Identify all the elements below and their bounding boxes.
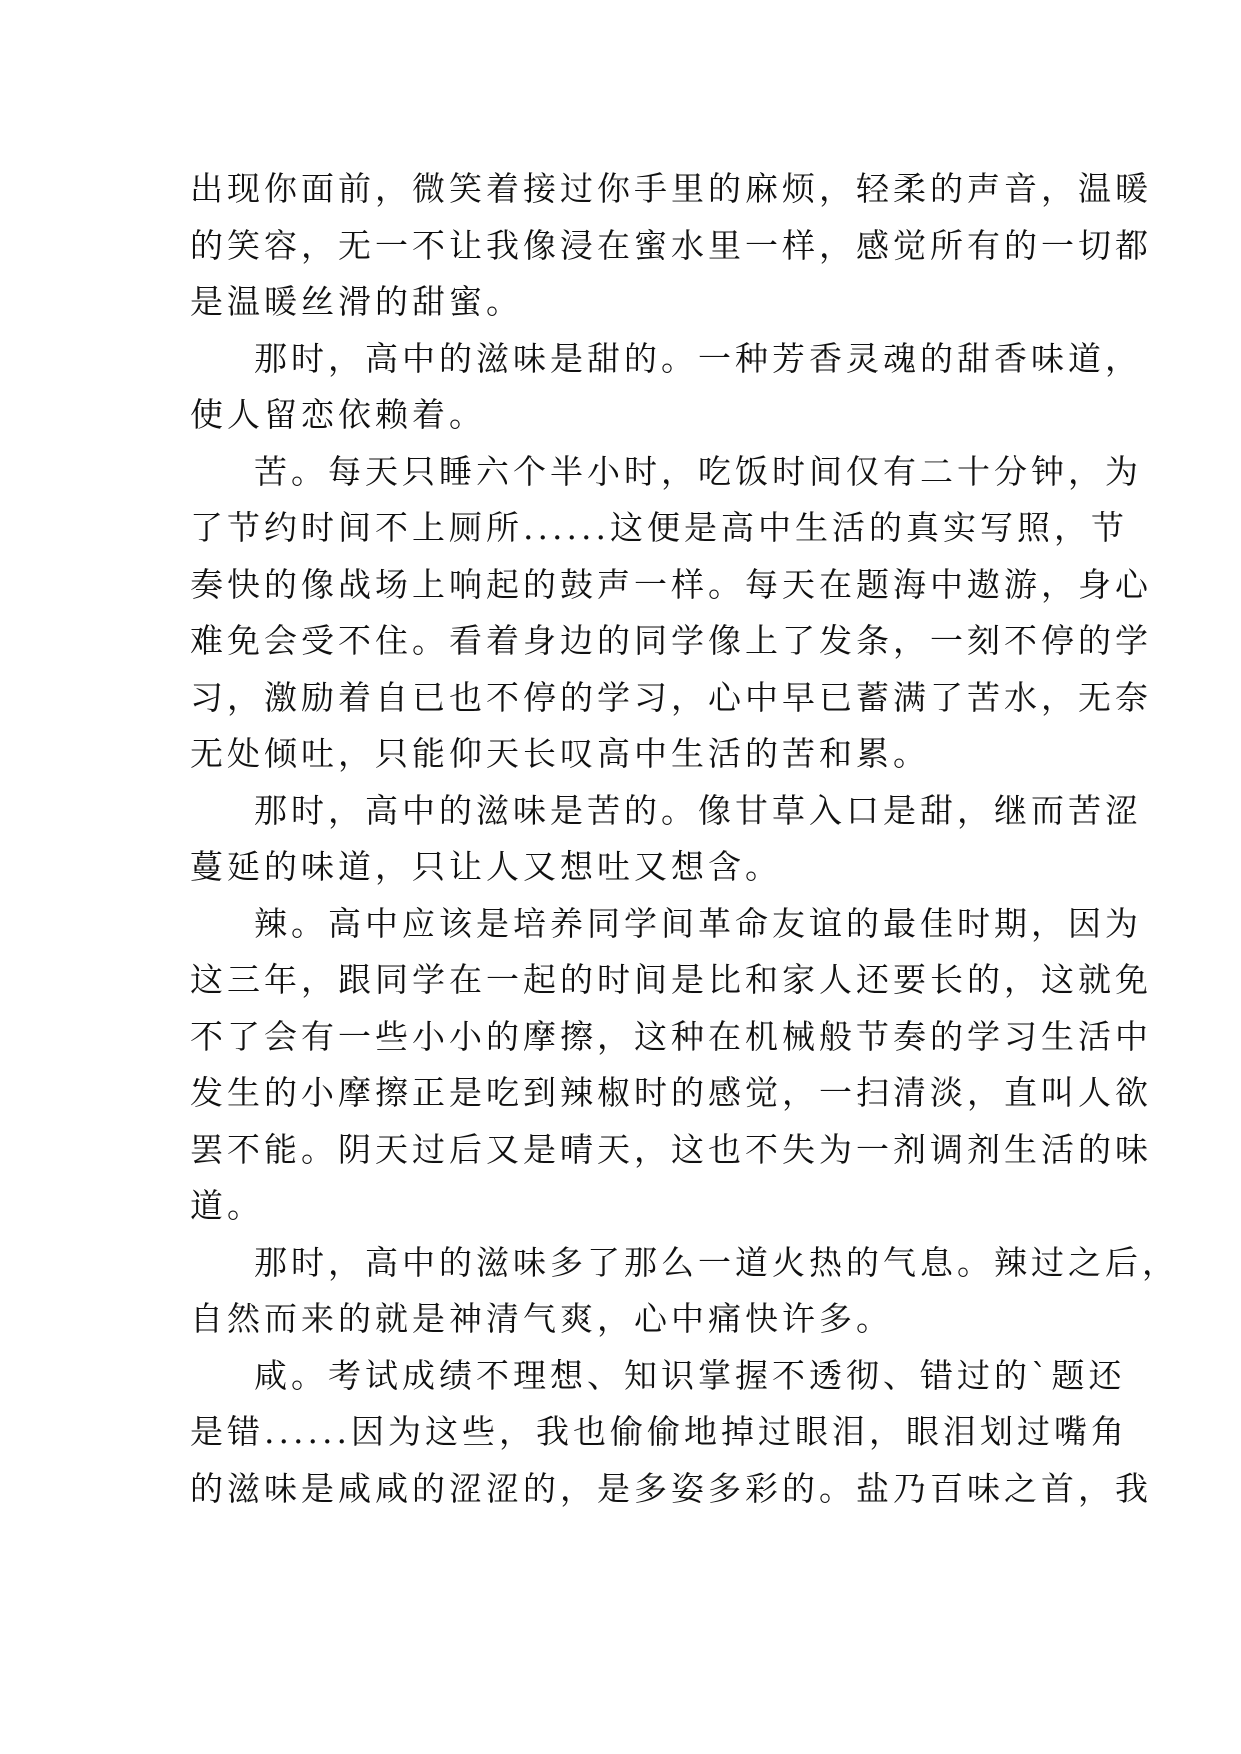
text-line: 难免会受不住。看着身边的同学像上了发条，一刻不停的学	[190, 621, 1152, 660]
paragraph-start-line: 那时，高中的滋味多了那么一道火热的气息。辣过之后，	[254, 1242, 1179, 1282]
paragraph-start-line: 那时，高中的滋味是甜的。一种芳香灵魂的甜香味道，	[254, 338, 1142, 378]
text-line: 使人留恋依赖着。	[190, 395, 486, 434]
text-line: 无处倾吐，只能仰天长叹高中生活的苦和累。	[190, 734, 930, 773]
text-line: 罢不能。阴天过后又是晴天，这也不失为一剂调剂生活的味	[190, 1129, 1152, 1169]
text-line: 是错......因为这些，我也偷偷地掉过眼泪，眼泪划过嘴角	[190, 1412, 1128, 1451]
text-line: 发生的小摩擦正是吃到辣椒时的感觉，一扫清淡，直叫人欲	[190, 1073, 1152, 1112]
essay-body	[190, 161, 1179, 1517]
paragraph-start-line: 苦。每天只睡六个半小时，吃饭时间仅有二十分钟，为	[254, 451, 1142, 491]
text-line: 了节约时间不上厕所......这便是高中生活的真实写照，节	[190, 508, 1128, 547]
text-line: 是温暖丝滑的甜蜜。	[190, 282, 523, 321]
text-line: 这三年，跟同学在一起的时间是比和家人还要长的，这就免	[190, 960, 1152, 999]
text-line: 自然而来的就是神清气爽，心中痛快许多。	[190, 1299, 893, 1338]
text-line: 的笑容，无一不让我像浸在蜜水里一样，感觉所有的一切都	[190, 225, 1152, 265]
text-line: 出现你面前，微笑着接过你手里的麻烦，轻柔的声音，温暖	[190, 169, 1152, 208]
text-line: 蔓延的味道，只让人又想吐又想含。	[190, 847, 782, 886]
text-line: 的滋味是咸咸的涩涩的，是多姿多彩的。盐乃百味之首，我	[190, 1468, 1152, 1508]
paragraph-start-line: 那时，高中的滋味是苦的。像甘草入口是甜，继而苦涩	[254, 790, 1142, 830]
paragraph-start-line: 辣。高中应该是培养同学间革命友谊的最佳时期，因为	[254, 903, 1142, 943]
text-line: 习，激励着自已也不停的学习，心中早已蓄满了苦水，无奈	[190, 677, 1152, 717]
text-line: 奏快的像战场上响起的鼓声一样。每天在题海中遨游，身心	[190, 564, 1152, 604]
text-line: 道。	[190, 1186, 264, 1225]
paragraph-start-line: 咸。考试成绩不理想、知识掌握不透彻、错过的`题还	[254, 1355, 1126, 1395]
text-line: 不了会有一些小小的摩擦，这种在机械般节奏的学习生活中	[190, 1016, 1152, 1056]
